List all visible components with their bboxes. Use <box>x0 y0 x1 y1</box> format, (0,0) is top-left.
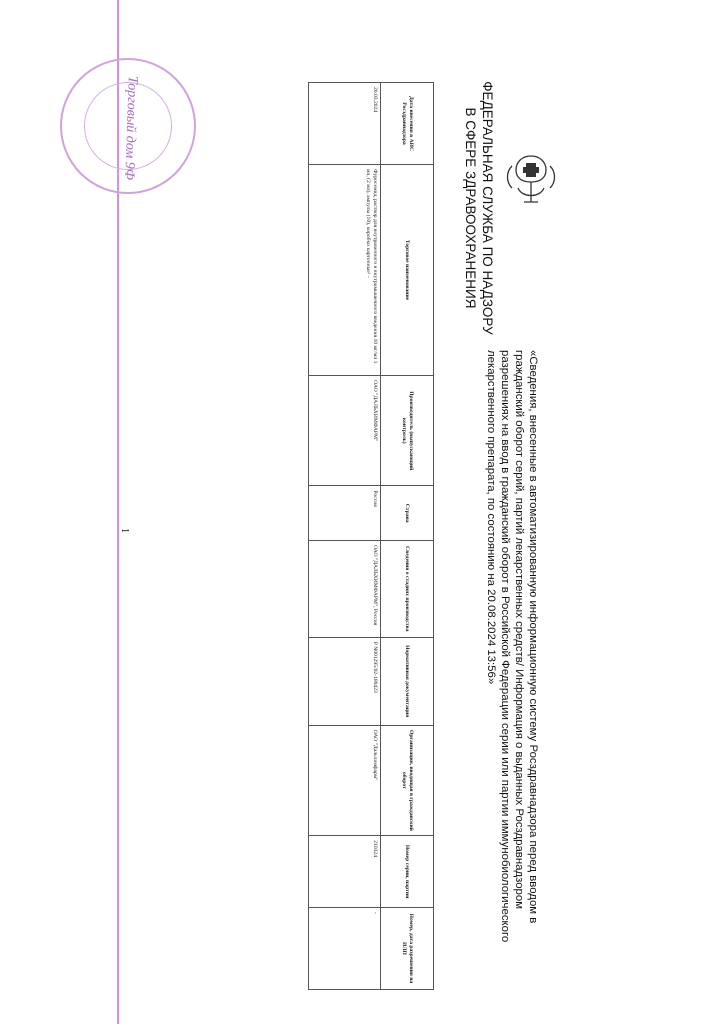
col-normative-header: Нормативная документация <box>381 637 434 725</box>
agency-line-1: ФЕДЕРАЛЬНАЯ СЛУЖБА ПО НАДЗОРУ <box>480 81 495 335</box>
table-header-row <box>381 83 434 990</box>
page-number: 1 <box>119 528 130 533</box>
cell-permit: - <box>309 907 381 989</box>
cell-manufacturer: ОАО "ДАЛЬХИМФАРМ" <box>309 376 381 486</box>
col-manufacturer-header: Производитель (выпускающий контроль) <box>381 376 434 486</box>
stamp-text: Торговый дом 9Ф <box>121 75 140 181</box>
col-country-header: Страна <box>381 486 434 541</box>
agency-line-2: В СФЕРЕ ЗДРАВООХРАНЕНИЯ <box>463 107 478 309</box>
cell-organization: ОАО "Дальхимфарм" <box>309 725 381 836</box>
col-trade-name-header: Торговое наименование <box>381 164 434 375</box>
col-permit-header: Номер, дата разрешения на ИЛП <box>381 907 434 989</box>
table-row <box>309 83 381 990</box>
cell-country: Россия <box>309 486 381 541</box>
cell-series: 210324 <box>309 836 381 908</box>
cell-trade-name: Фуросемид, раствор для внутривенного и внутримышечного введения 10 мг/мл 1 мл, (2 мл), ампулы (10), коробки картонные¹ - <box>309 164 381 375</box>
agency-name <box>462 78 496 338</box>
col-date-header: Дата внесения в АИС Росздравнадзора <box>381 83 434 165</box>
cell-stages: ОАО "ДАЛЬХИМФАРМ", Россия <box>309 540 381 637</box>
registry-table <box>308 82 434 990</box>
col-series-header: Номер серии, партии <box>381 836 434 908</box>
intro-text: «Сведения, внесенные в автоматизированную информационную систему Росздравнадзора перед вводом в гражданский оборот серий, партий лекарственных средств/ Информация о выданных Росздравнадзором разрешениях на ввод в гражданский оборот в Российской Федерации серии или партии иммунобиологического лекарственного препарата, по состоянию на 20.08.2024 13:56» <box>485 350 539 943</box>
cell-normative: Р N001295/02-180423 <box>309 637 381 725</box>
col-organization-header: Организация, вводящая в гражданский оборот <box>381 725 434 836</box>
col-stages-header: Сведения о стадиях производства <box>381 540 434 637</box>
cell-date: 20.03.2024 <box>309 83 381 165</box>
